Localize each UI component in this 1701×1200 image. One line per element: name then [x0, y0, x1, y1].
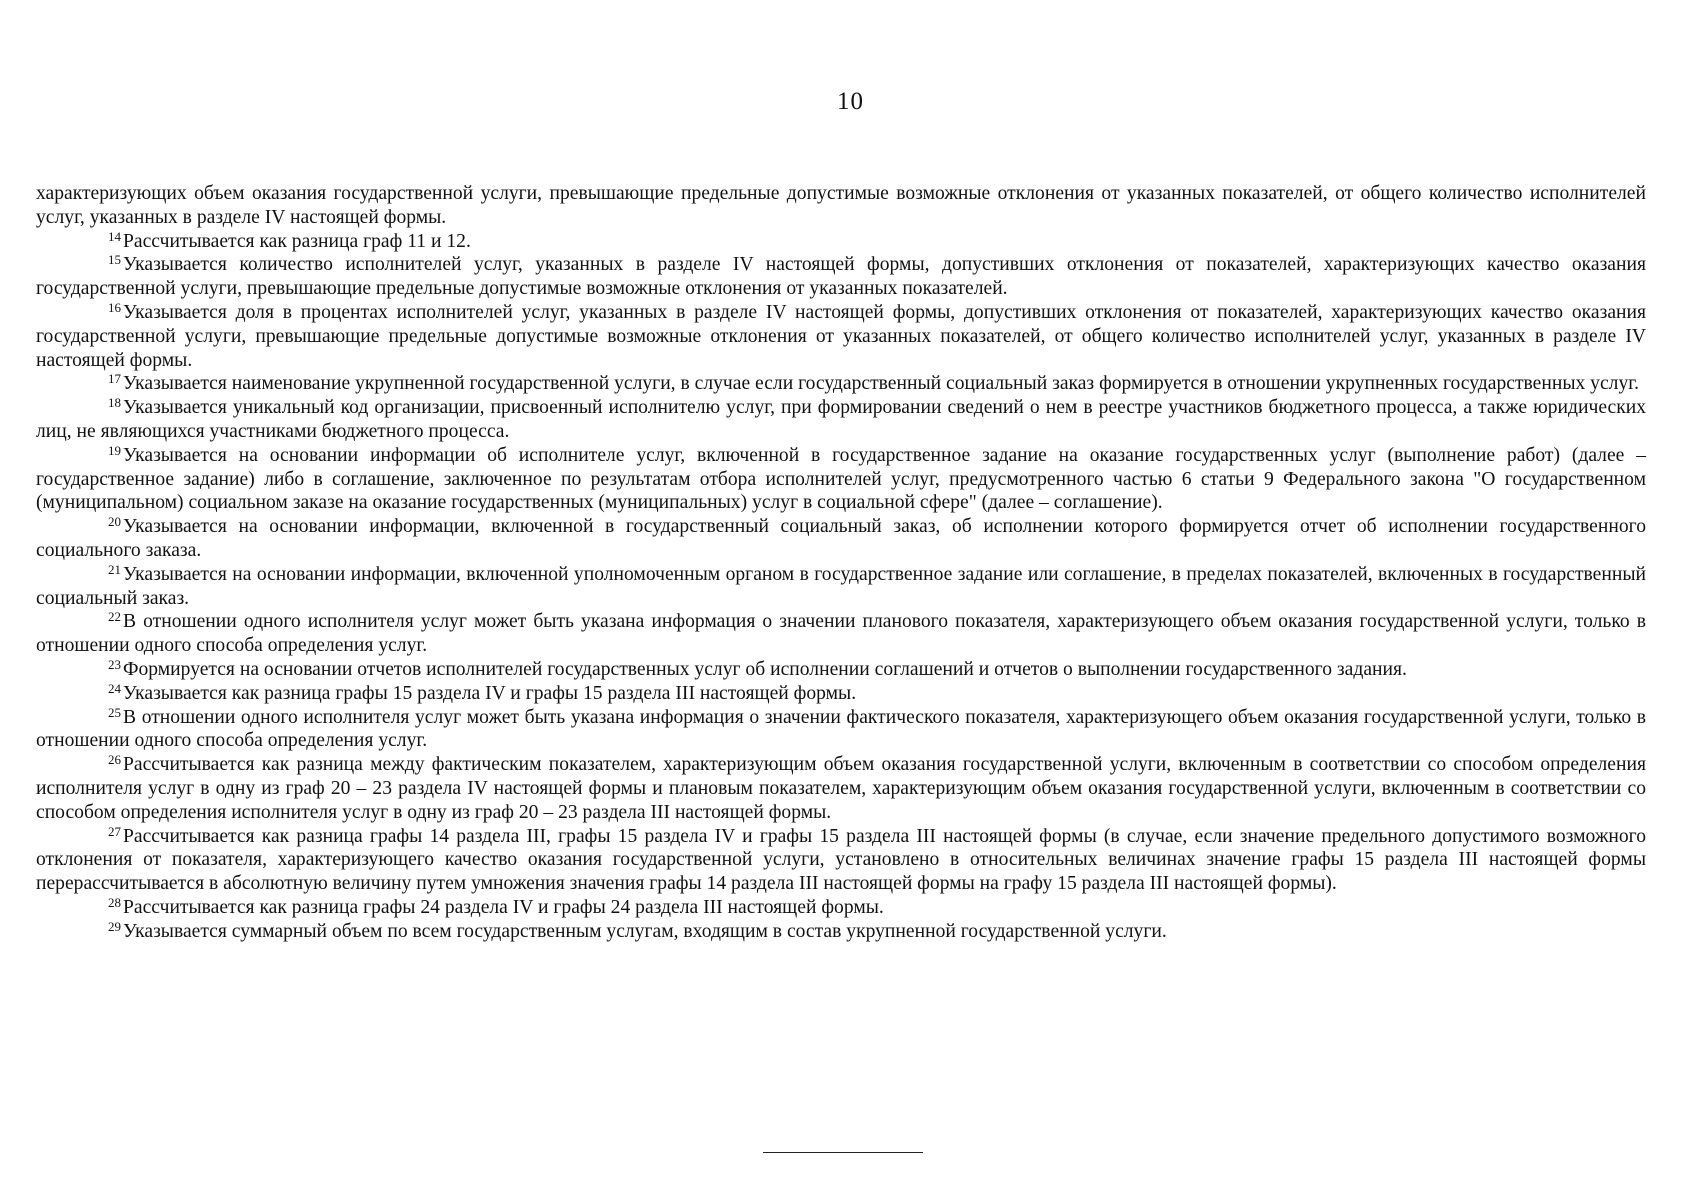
footnote-marker: 19	[108, 442, 121, 458]
footnote-text: Указывается уникальный код организации, присвоенный исполнителю услуг, при формировании сведений о нем в реестре участников бюджетного процесса, а также юридических лиц, не являющихся участниками бюджетного процесса.	[36, 397, 1646, 442]
footnote-marker: 22	[108, 609, 121, 625]
footnote-21	[36, 563, 1646, 611]
footnote-15	[36, 253, 1646, 301]
footnote-text: Указывается на основании информации, включенной уполномоченным органом в государственное задание или соглашение, в пределах показателей, включенных в государственный социальный заказ.	[36, 563, 1646, 609]
footnote-text: В отношении одного исполнителя услуг может быть указана информация о значении планового показателя, характеризующего объем оказания государственной услуги, только в отношении одного способа определения услуг.	[36, 611, 1646, 657]
footnote-23	[36, 658, 1646, 682]
footnote-13-continuation	[36, 182, 1646, 230]
footnote-29	[36, 920, 1646, 944]
footnote-marker: 18	[108, 395, 121, 411]
footnote-marker: 16	[108, 299, 121, 315]
footnote-25	[36, 706, 1646, 754]
footnote-text: Рассчитывается как разница между фактическим показателем, характеризующим объем оказания государственной услуги, включенным в соответствии со способом определения исполнителя услуг в одну из граф 20 – 23 раздела IV настоящей формы и плановым показателем, характеризующим объем оказания государственной услуги, включенным в соответствии со способом определения исполнителя услуг в одну из граф 20 – 23 раздела III настоящей формы.	[36, 754, 1646, 823]
footnote-text: Указывается суммарный объем по всем государственным услугам, входящим в состав укрупненной государственной услуги.	[123, 920, 1167, 942]
footnote-27	[36, 825, 1646, 896]
footnotes-list	[36, 182, 1646, 944]
footnote-text: Указывается количество исполнителей услуг, указанных в разделе IV настоящей формы, допустивших отклонения от показателей, характеризующих качество оказания государственной услуги, превышающие предельные допустимые возможные отклонения от указанных показателей.	[36, 254, 1646, 300]
footnote-text: Указывается как разница графы 15 раздела IV и графы 15 раздела III настоящей формы.	[123, 682, 857, 704]
footnote-text: Указывается доля в процентах исполнителей услуг, указанных в разделе IV настоящей формы, допустивших отклонения от показателей, характеризующих качество оказания государственной услуги, превышающие предельные допустимые возможные отклонения от указанных показателей, от общего количество исполнителей услуг, указанных в разделе IV настоящей формы.	[36, 301, 1646, 371]
footnote-text: Указывается на основании информации, включенной в государственный социальный заказ, об исполнении которого формируется отчет об исполнении государственного социального заказа.	[36, 516, 1646, 561]
footnote-marker: 17	[108, 371, 121, 387]
footnote-text: Рассчитывается как разница графы 14 раздела III, графы 15 раздела IV и графы 15 раздела III настоящей формы (в случае, если значение предельного допустимого возможного отклонения от показателя, характеризующего качество оказания государственной услуги, установлено в относительных величинах значение графы 15 раздела III настоящей формы перерассчитывается в абсолютную величину путем умножения значения графы 14 раздела III настоящей формы на графу 15 раздела III настоящей формы).	[36, 825, 1646, 895]
footnote-marker: 20	[108, 514, 121, 530]
footnote-marker: 21	[108, 561, 121, 577]
footnote-marker: 14	[108, 228, 121, 244]
footnote-marker: 27	[108, 823, 121, 839]
footnote-20	[36, 515, 1646, 563]
footnote-text: Рассчитывается как разница графы 24 раздела IV и графы 24 раздела III настоящей формы.	[123, 896, 884, 918]
footnote-marker: 24	[108, 680, 121, 696]
footnote-28	[36, 896, 1646, 920]
footnote-16	[36, 301, 1646, 372]
footnote-text: В отношении одного исполнителя услуг может быть указана информация о значении фактического показателя, характеризующего объем оказания государственной услуги, только в отношении одного способа определения услуг.	[36, 706, 1646, 752]
footnote-text: Рассчитывается как разница граф 11 и 12.	[123, 230, 471, 252]
footnote-26	[36, 753, 1646, 824]
footnote-marker: 25	[108, 704, 121, 720]
footnote-19	[36, 444, 1646, 515]
footnote-marker: 15	[108, 252, 121, 268]
footnote-14	[36, 230, 1646, 254]
footnote-text: Формируется на основании отчетов исполнителей государственных услуг об исполнении соглашений и отчетов о выполнении государственного задания.	[123, 658, 1407, 680]
footnote-marker: 29	[108, 918, 121, 934]
footnote-marker: 26	[108, 752, 121, 768]
footnote-17	[36, 372, 1646, 396]
end-divider	[763, 1152, 923, 1153]
page-number: 10	[837, 88, 864, 115]
footnote-text: характеризующих объем оказания государственной услуги, превышающие предельные допустимые возможные отклонения от указанных показателей, от общего количество исполнителей услуг, указанных в разделе IV настоящей формы.	[36, 183, 1646, 228]
footnote-24	[36, 682, 1646, 706]
footnote-text: Указывается на основании информации об исполнителе услуг, включенной в государственное задание на оказание государственных услуг (выполнение работ) (далее – государственное задание) либо в соглашение, заключенное по результатам отбора исполнителей услуг, предусмотренного частью 6 статьи 9 Федерального закона "О государственном (муниципальном) социальном заказе на оказание государственных (муниципальных) услуг в социальной сфере" (далее – соглашение).	[36, 444, 1646, 514]
footnote-18	[36, 396, 1646, 444]
footnote-marker: 23	[108, 656, 121, 672]
footnote-text: Указывается наименование укрупненной государственной услуги, в случае если государственный социальный заказ формируется в отношении укрупненных государственных услуг.	[123, 373, 1639, 395]
footnote-22	[36, 610, 1646, 658]
footnote-marker: 28	[108, 894, 121, 910]
